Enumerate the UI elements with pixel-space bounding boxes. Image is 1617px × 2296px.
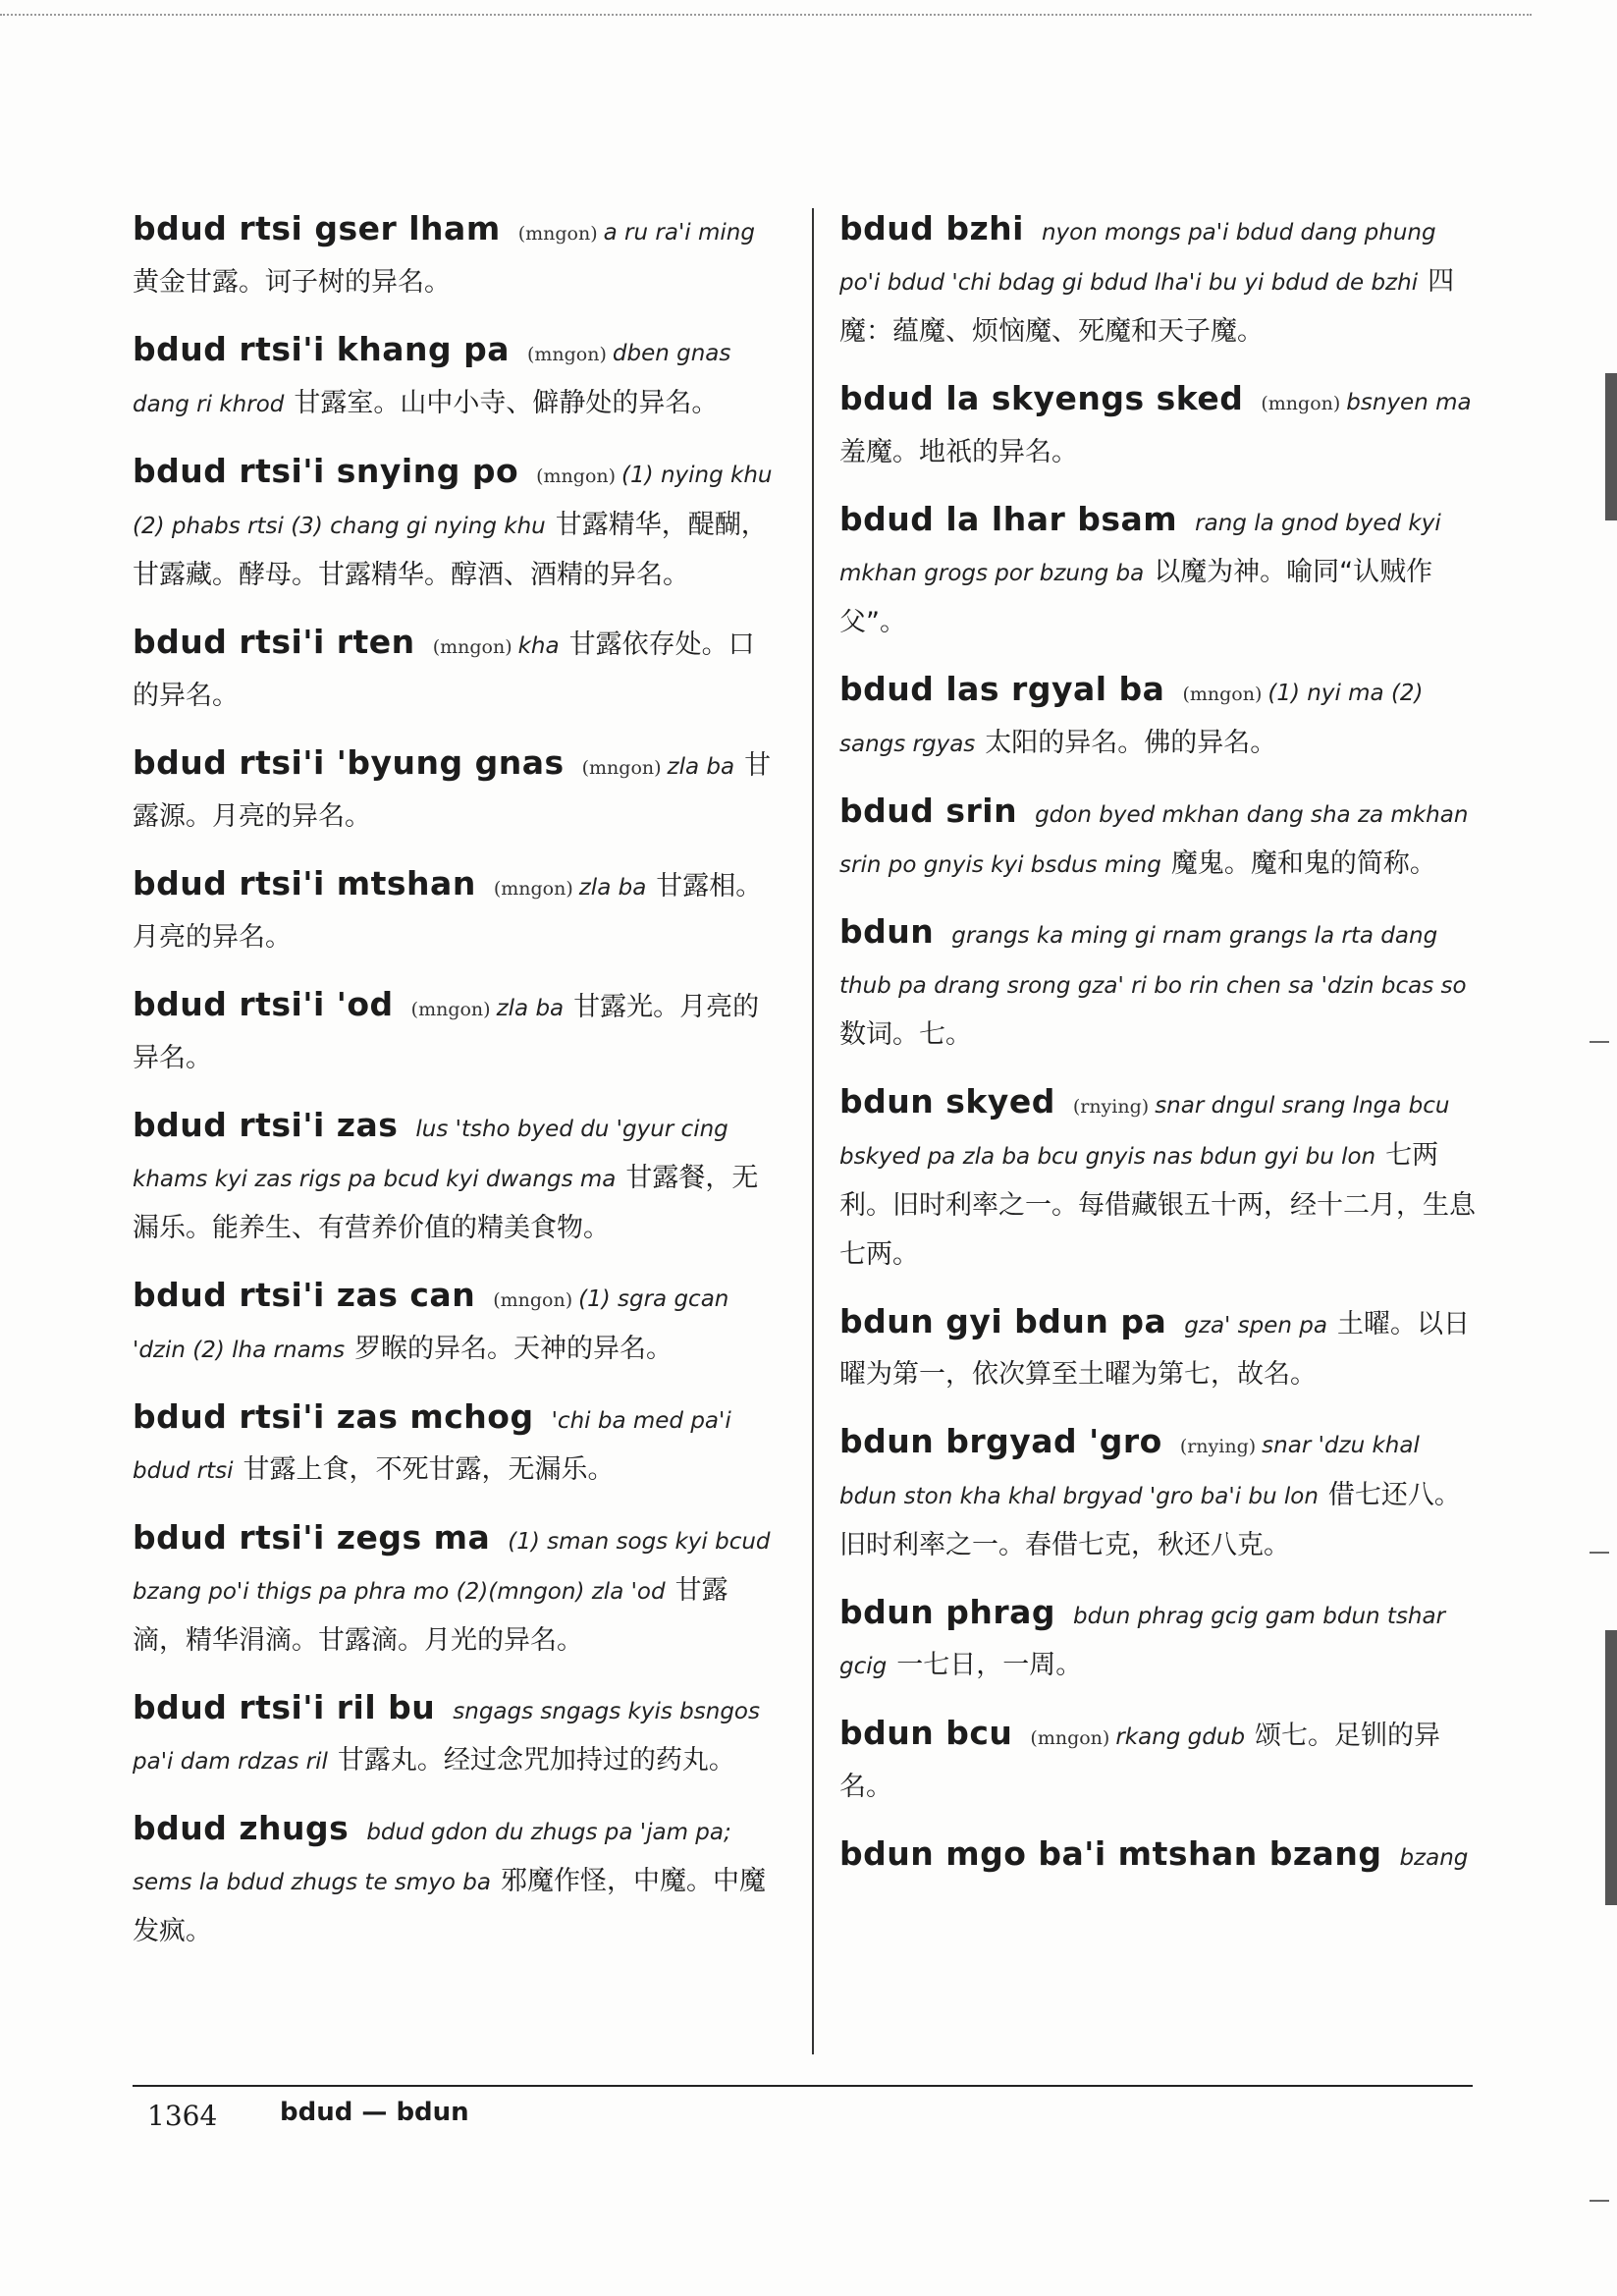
entry-chinese-definition: 甘露丸。经过念咒加持过的药丸。 xyxy=(337,1745,735,1776)
entry-tibetan-definition: dben gnas dang ri khrod xyxy=(133,341,731,417)
entry-tibetan-definition: zla ba xyxy=(578,875,647,901)
entry-headword: bdun mgo ba'i mtshan bzang xyxy=(839,1834,1382,1873)
scan-edge-mark xyxy=(1605,1630,1617,1905)
entry-label: (mngon) xyxy=(410,999,491,1020)
dictionary-entry xyxy=(839,204,1482,356)
entry-headword: bdud rtsi'i zas can xyxy=(133,1276,476,1314)
dictionary-entry xyxy=(839,1709,1482,1812)
scan-tick xyxy=(1590,1552,1609,1554)
scan-top-border xyxy=(0,14,1532,16)
entry-headword: bdud rtsi'i 'od xyxy=(133,985,394,1023)
entry-label: (rnying) xyxy=(1072,1096,1150,1118)
entry-headword: bdud rtsi'i ril bu xyxy=(133,1688,436,1726)
entry-tibetan-definition: zla ba xyxy=(667,754,735,780)
entry-tibetan-definition: bzang xyxy=(1399,1845,1469,1871)
entry-tibetan-definition: bdun phrag gcig gam bdun tshar gcig xyxy=(839,1604,1446,1679)
left-column xyxy=(133,204,781,1974)
entry-tibetan-definition: grangs ka ming gi rnam grangs la rta dang thub pa drang srong gza' ri bo rin chen sa 'dzin bcas so xyxy=(839,923,1467,999)
dictionary-entry xyxy=(133,447,781,600)
entry-tibetan-definition: lus 'tsho byed du 'gyur cing khams kyi zas rigs pa bcud kyi dwangs ma xyxy=(133,1117,728,1192)
dictionary-entry xyxy=(133,859,781,962)
entry-tibetan-definition: a ru ra'i ming xyxy=(603,220,755,246)
entry-chinese-definition: 颂七。足钏的异名。 xyxy=(839,1721,1441,1802)
entry-tibetan-definition: bdud gdon du zhugs pa 'jam pa; sems la bdud zhugs te smyo ba xyxy=(133,1820,731,1895)
entry-label: (mngon) xyxy=(1030,1727,1110,1749)
entry-tibetan-definition: snar 'dzu khal bdun ston kha khal brgyad 'gro ba'i bu lon xyxy=(839,1433,1420,1509)
entry-tibetan-definition: nyon mongs pa'i bdud dang phung po'i bdud 'chi bdag gi bdud lha'i bu yi bdud de bzhi xyxy=(839,220,1436,296)
entry-headword: bdun skyed xyxy=(839,1082,1055,1121)
entry-tibetan-definition: gdon byed mkhan dang sha za mkhan srin po gnyis kyi bsdus ming xyxy=(839,802,1469,878)
entry-tibetan-definition: (1) nyi ma (2) sangs rgyas xyxy=(839,681,1424,757)
entry-chinese-definition: 四魔：蕴魔、烦恼魔、死魔和天子魔。 xyxy=(839,266,1455,347)
scan-tick xyxy=(1590,2200,1609,2202)
entry-tibetan-definition: (1) sgra gcan 'dzin (2) lha rnams xyxy=(133,1286,729,1363)
dictionary-entry xyxy=(133,1271,781,1375)
entry-chinese-definition: 数词。七。 xyxy=(839,1019,972,1050)
entry-headword: bdud rtsi'i zas xyxy=(133,1106,399,1144)
entry-chinese-definition: 借七还八。旧时利率之一。春借七克，秋还八克。 xyxy=(839,1480,1461,1560)
dictionary-entry xyxy=(133,1683,781,1786)
entry-label: (mngon) xyxy=(493,1289,573,1311)
entry-tibetan-definition: (1) nying khu (2) phabs rtsi (3) chang gi nying khu xyxy=(133,463,773,539)
entry-chinese-definition: 魔鬼。魔和鬼的简称。 xyxy=(1170,848,1436,879)
dictionary-entry xyxy=(839,374,1482,477)
right-column xyxy=(839,204,1482,1900)
entry-headword: bdud rtsi gser lham xyxy=(133,209,501,247)
entry-headword: bdun phrag xyxy=(839,1593,1055,1631)
entry-headword: bdud rtsi'i rten xyxy=(133,623,415,661)
entry-headword: bdud rtsi'i snying po xyxy=(133,452,519,490)
entry-label: (mngon) xyxy=(526,344,607,365)
dictionary-entry xyxy=(133,618,781,721)
entry-chinese-definition: 邪魔作怪，中魔。中魔发疯。 xyxy=(133,1866,766,1946)
dictionary-entry xyxy=(133,980,781,1083)
entry-headword: bdud la lhar bsam xyxy=(839,500,1178,538)
scan-tick xyxy=(1590,1041,1609,1043)
entry-tibetan-definition: zla ba xyxy=(496,996,565,1021)
entry-tibetan-definition: sngags sngags kyis bsngos pa'i dam rdzas ril xyxy=(133,1699,760,1775)
entry-headword: bdud bzhi xyxy=(839,209,1024,247)
dictionary-entry xyxy=(133,1513,781,1666)
dictionary-entry xyxy=(839,665,1482,769)
running-head: bdud — bdun xyxy=(280,2098,469,2127)
entry-headword: bdud rtsi'i khang pa xyxy=(133,330,510,368)
dictionary-entry xyxy=(839,787,1482,890)
scan-edge-mark xyxy=(1605,373,1617,520)
dictionary-entry xyxy=(133,325,781,429)
entry-tibetan-definition: (1) sman sogs kyi bcud bzang po'i thigs pa phra mo (2)(mngon) zla 'od xyxy=(133,1529,771,1605)
entry-label: (mngon) xyxy=(1261,393,1341,414)
entry-headword: bdud las rgyal ba xyxy=(839,670,1165,708)
entry-headword: bdud srin xyxy=(839,792,1018,830)
page-number: 1364 xyxy=(147,2100,218,2132)
entry-chinese-definition: 罗睺的异名。天神的异名。 xyxy=(354,1334,674,1364)
entry-chinese-definition: 甘露依存处。口的异名。 xyxy=(133,629,755,711)
entry-chinese-definition: 甘露精华，醍醐，甘露藏。酵母。甘露精华。醇酒、酒精的异名。 xyxy=(133,510,768,590)
entry-tibetan-definition: gza' spen pa xyxy=(1184,1313,1327,1339)
entry-chinese-definition: 甘露光。月亮的异名。 xyxy=(133,992,760,1073)
entry-chinese-definition: 甘露餐，无漏乐。能养生、有营养价值的精美食物。 xyxy=(133,1163,759,1243)
entry-chinese-definition: 七两利。旧时利率之一。每借藏银五十两，经十二月，生息七两。 xyxy=(839,1140,1476,1270)
entry-headword: bdun bcu xyxy=(839,1714,1013,1752)
entry-label: (mngon) xyxy=(517,223,598,245)
entry-tibetan-definition: 'chi ba med pa'i bdud rtsi xyxy=(133,1408,731,1484)
entry-headword: bdud rtsi'i mtshan xyxy=(133,864,476,902)
entry-chinese-definition: 太阳的异名。佛的异名。 xyxy=(985,728,1277,758)
dictionary-entry xyxy=(133,1101,781,1253)
entry-chinese-definition: 黄金甘露。诃子树的异名。 xyxy=(133,267,451,298)
entry-tibetan-definition: rkang gdub xyxy=(1115,1724,1246,1750)
dictionary-entry xyxy=(133,204,781,307)
dictionary-entry xyxy=(133,1393,781,1496)
entry-chinese-definition: 甘露上食，不死甘露，无漏乐。 xyxy=(243,1454,615,1485)
entry-headword: bdun gyi bdun pa xyxy=(839,1302,1167,1340)
dictionary-entry xyxy=(839,907,1482,1060)
dictionary-entry xyxy=(839,1588,1482,1691)
entry-headword: bdun brgyad 'gro xyxy=(839,1422,1162,1460)
dictionary-entry xyxy=(133,738,781,842)
entry-chinese-definition: 甘露相。月亮的异名。 xyxy=(133,871,763,953)
entry-headword: bdud zhugs xyxy=(133,1809,350,1847)
entry-chinese-definition: 甘露源。月亮的异名。 xyxy=(133,750,772,832)
entry-chinese-definition: 羞魔。地祇的异名。 xyxy=(839,437,1078,467)
entry-tibetan-definition: bsnyen ma xyxy=(1346,390,1472,415)
dictionary-entry xyxy=(839,495,1482,647)
entry-label: (rnying) xyxy=(1179,1436,1257,1457)
dictionary-entry xyxy=(839,1077,1482,1280)
entry-tibetan-definition: rang la gnod byed kyi mkhan grogs por bzung ba xyxy=(839,511,1441,586)
entry-tibetan-definition: snar dngul srang lnga bcu bskyed pa zla ba bcu gnyis nas bdun gyi bu lon xyxy=(839,1093,1450,1170)
entry-chinese-definition: 甘露滴，精华涓滴。甘露滴。月光的异名。 xyxy=(133,1575,728,1656)
entry-chinese-definition: 以魔为神。喻同“认贼作父”。 xyxy=(839,557,1433,637)
entry-headword: bdun xyxy=(839,912,935,951)
dictionary-entry xyxy=(839,1417,1482,1570)
entry-chinese-definition: 一七日，一周。 xyxy=(896,1650,1083,1680)
dictionary-entry xyxy=(133,1804,781,1956)
entry-headword: bdud rtsi'i zas mchog xyxy=(133,1397,534,1436)
entry-label: (mngon) xyxy=(493,878,573,900)
entry-chinese-definition: 甘露室。山中小寺、僻静处的异名。 xyxy=(294,388,719,418)
footer-rule xyxy=(133,2085,1473,2087)
entry-tibetan-definition: kha xyxy=(517,633,560,659)
column-divider xyxy=(812,208,814,2054)
entry-headword: bdud rtsi'i zegs ma xyxy=(133,1518,491,1557)
dictionary-entry xyxy=(839,1297,1482,1399)
entry-label: (mngon) xyxy=(536,465,617,487)
entry-headword: bdud la skyengs sked xyxy=(839,379,1244,417)
entry-label: (mngon) xyxy=(432,636,512,658)
entry-headword: bdud rtsi'i 'byung gnas xyxy=(133,743,565,782)
entry-label: (mngon) xyxy=(581,757,662,779)
entry-label: (mngon) xyxy=(1182,683,1263,705)
entry-chinese-definition: 土曜。以日曜为第一，依次算至土曜为第七，故名。 xyxy=(839,1309,1470,1390)
dictionary-entry xyxy=(839,1830,1482,1883)
